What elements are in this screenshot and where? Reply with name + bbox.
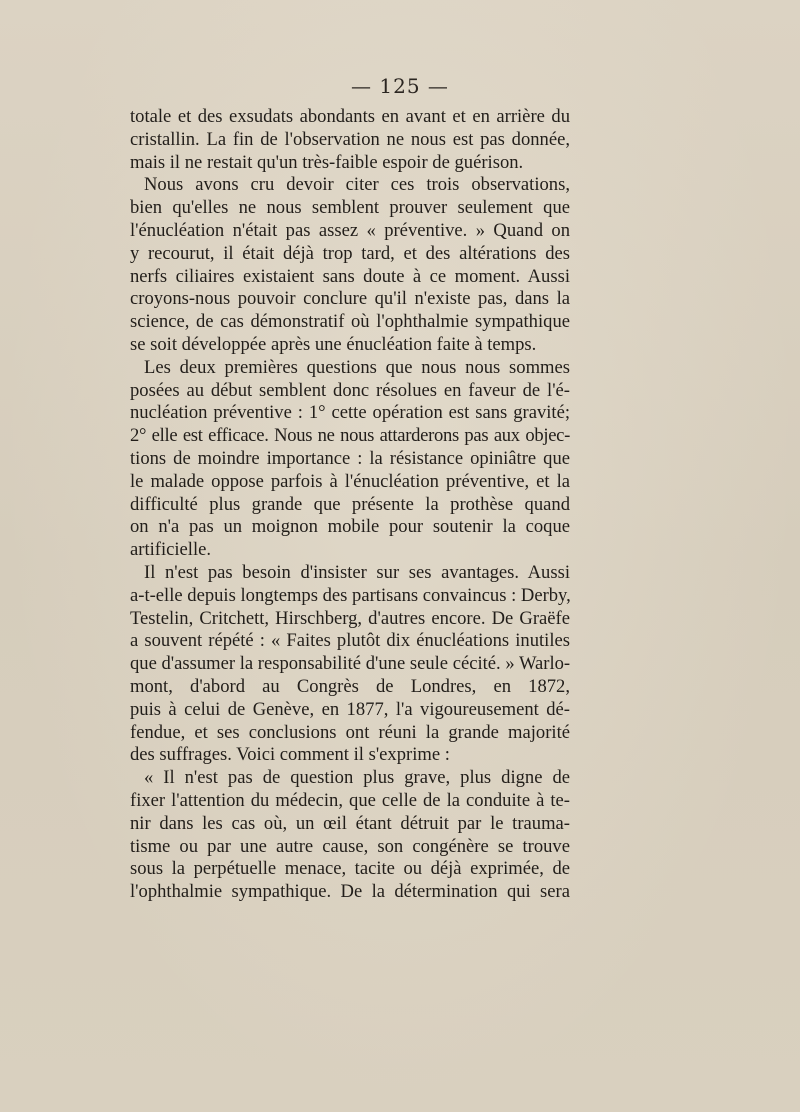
text-line: science, de cas démonstratif où l'ophthalmie sympathique — [130, 311, 570, 333]
text-line: tions de moindre importance : la résistance opiniâtre que — [130, 447, 570, 469]
text-line: tisme ou par une autre cause, son congénère se trouve — [130, 835, 570, 857]
text-line: posées au début semblent donc résolues en faveur de l'é- — [130, 379, 570, 401]
body-text — [130, 106, 570, 904]
text-line: sous la perpétuelle menace, tacite ou déjà exprimée, de — [130, 858, 570, 880]
text-line: le malade oppose parfois à l'énucléation préventive, et la — [130, 470, 570, 492]
text-line: a-t-elle depuis longtemps des partisans convaincus : Derby, — [130, 584, 571, 606]
text-line: mais il ne restait qu'un très-faible espoir de guérison. — [130, 151, 524, 173]
text-line: mont, d'abord au Congrès de Londres, en 1872, — [130, 675, 570, 697]
text-line: Testelin, Critchett, Hirschberg, d'autres encore. De Graëfe — [130, 607, 570, 629]
text-line: Il n'est pas besoin d'insister sur ses avantages. Aussi — [144, 561, 570, 583]
text-line: a souvent répété : « Faites plutôt dix énucléations inutiles — [130, 630, 570, 652]
text-line: que d'assumer la responsabilité d'une seule cécité. » Warlo- — [130, 653, 571, 675]
text-line: 2° elle est efficace. Nous ne nous attarderons pas aux objec- — [130, 425, 570, 447]
text-line: nerfs ciliaires existaient sans doute à ce moment. Aussi — [130, 265, 570, 287]
text-line: Nous avons cru devoir citer ces trois observations, — [144, 174, 570, 196]
text-line: nucléation préventive : 1° cette opération est sans gravité; — [130, 402, 570, 424]
text-line: bien qu'elles ne nous semblent prouver seulement que — [130, 197, 570, 219]
text-line: nir dans les cas où, un œil étant détruit par le trauma- — [130, 812, 570, 834]
page-number: — 125 — — [351, 74, 449, 98]
text-line: se soit développée après une énucléation faite à temps. — [130, 333, 537, 355]
text-line: difficulté plus grande que présente la prothèse quand — [130, 493, 570, 515]
text-line: totale et des exsudats abondants en avant et en arrière du — [130, 106, 570, 127]
text-line: y recourut, il était déjà trop tard, et des altérations des — [130, 242, 570, 264]
text-line: puis à celui de Genève, en 1877, l'a vigoureusement dé- — [130, 698, 570, 720]
text-line: artificielle. — [130, 539, 212, 561]
text-line: l'ophthalmie sympathique. De la détermination qui sera — [130, 881, 570, 903]
text-line: cristallin. La fin de l'observation ne nous est pas donnée, — [130, 128, 570, 150]
text-line: on n'a pas un moignon mobile pour soutenir la coque — [130, 516, 570, 538]
text-line: l'énucléation n'était pas assez « préventive. » Quand on — [130, 219, 570, 241]
text-line: croyons-nous pouvoir conclure qu'il n'existe pas, dans la — [130, 288, 570, 310]
text-line: fixer l'attention du médecin, que celle de la conduite à te- — [130, 789, 570, 811]
text-line: « Il n'est pas de question plus grave, plus digne de — [144, 767, 570, 789]
text-line: Les deux premières questions que nous nous sommes — [144, 356, 570, 378]
text-line: des suffrages. Voici comment il s'exprime : — [130, 744, 450, 766]
text-line: fendue, et ses conclusions ont réuni la grande majorité — [130, 721, 570, 743]
